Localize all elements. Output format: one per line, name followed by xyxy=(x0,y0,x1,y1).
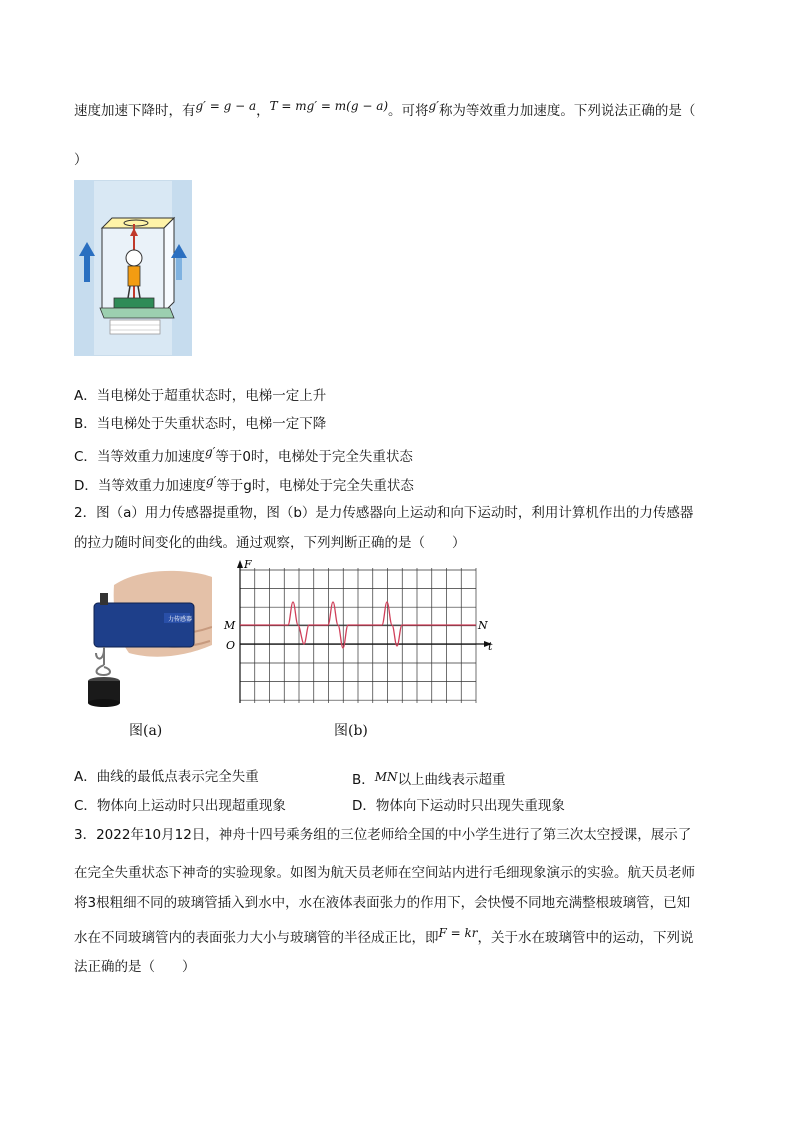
y-axis-arrow-icon xyxy=(237,560,243,568)
option-label: B． xyxy=(352,772,375,788)
q2-option-c xyxy=(74,796,286,816)
q1-line1 xyxy=(74,96,695,121)
elevator-svg xyxy=(74,180,192,356)
force-time-graph xyxy=(222,558,498,708)
n-label: N xyxy=(478,619,488,632)
q1-line1-suffix: 称为等效重力加速度。下列说法正确的是（ xyxy=(438,103,696,119)
caption-figure-b: 图(b) xyxy=(334,723,368,739)
formula-tension-kr: F = kr xyxy=(438,926,478,940)
q2-option-b xyxy=(352,767,506,790)
graph-grid xyxy=(240,568,476,703)
force-sensor-photo xyxy=(74,565,212,707)
option-text: 以上曲线表示超重 xyxy=(397,772,506,788)
q3-line3: 将3根粗细不同的玻璃管插入到水中，水在液体表面张力的作用下，会快慢不同地充满整根玻璃管，已知 xyxy=(74,895,691,911)
sensor-label: 力传感器 xyxy=(168,616,193,623)
q2-line2: 的拉力随时间变化的曲线。通过观察，下列判断正确的是（ ） xyxy=(74,535,466,551)
option-text: 当电梯处于超重状态时，电梯一定上升 xyxy=(96,388,327,404)
q2-option-d xyxy=(352,796,565,816)
elevator-illustration xyxy=(74,180,192,356)
q1-line2: ） xyxy=(74,152,88,168)
option-text-post: 等于g时，电梯处于完全失重状态 xyxy=(216,478,414,494)
q1-comma: ， xyxy=(256,103,270,119)
option-label: A． xyxy=(74,769,97,785)
caption-figure-a: 图(a) xyxy=(129,723,163,739)
q1-option-d xyxy=(74,471,414,496)
option-label: A． xyxy=(74,388,97,404)
symbol-mn: MN xyxy=(374,770,398,784)
option-text: 曲线的最低点表示完全失重 xyxy=(96,769,259,785)
option-label: D． xyxy=(74,478,98,494)
q1-option-b xyxy=(74,414,326,434)
q1-line1-prefix: 速度加速下降时，有 xyxy=(74,103,196,119)
option-text-pre: 当等效重力加速度 xyxy=(96,449,205,465)
q3-line4-pre: 水在不同玻璃管内的表面张力大小与玻璃管的半径成正比，即 xyxy=(74,930,439,946)
option-text-post: 等于0时，电梯处于完全失重状态 xyxy=(215,449,413,465)
symbol-g-prime: g′ xyxy=(428,99,439,113)
q2-option-a xyxy=(74,767,259,787)
q3-line5: 法正确的是（ ） xyxy=(74,959,196,975)
force-sensor-svg xyxy=(74,565,212,707)
q2-line1: 2．图（a）用力传感器提重物，图（b）是力传感器向上运动和向下运动时，利用计算机作出的力传感器 xyxy=(74,505,694,521)
q3-line4 xyxy=(74,923,694,948)
q1-option-a xyxy=(74,386,326,406)
q1-option-c xyxy=(74,442,413,467)
x-axis-label: t xyxy=(488,640,493,653)
option-label: C． xyxy=(74,798,97,814)
option-label: D． xyxy=(352,798,376,814)
q3-line4-post: ，关于水在玻璃管中的运动，下列说 xyxy=(477,930,694,946)
origin-label: O xyxy=(226,639,236,652)
q1-line1-mid: 。可将 xyxy=(388,103,429,119)
m-label: M xyxy=(224,619,236,632)
option-text: 物体向上运动时只出现超重现象 xyxy=(96,798,286,814)
option-text-pre: 当等效重力加速度 xyxy=(97,478,206,494)
option-label: C． xyxy=(74,449,97,465)
q3-line1: 3．2022年10月12日，神舟十四号乘务组的三位老师给全国的中小学生进行了第三次太空授课，展示了 xyxy=(74,827,692,843)
y-axis-label: F xyxy=(244,558,252,571)
symbol-g-prime: g′ xyxy=(204,445,216,459)
option-label: B． xyxy=(74,416,97,432)
option-text: 当电梯处于失重状态时，电梯一定下降 xyxy=(96,416,327,432)
symbol-g-prime: g′ xyxy=(205,474,217,488)
force-time-graph-svg xyxy=(222,558,498,708)
q3-line2: 在完全失重状态下神奇的实验现象。如图为航天员老师在空间站内进行毛细现象演示的实验。航天员老师 xyxy=(74,865,695,881)
option-text: 物体向下运动时只出现失重现象 xyxy=(375,798,565,814)
formula-tension: T = mg′ = m(g − a) xyxy=(269,99,389,113)
formula-g-prime: g′ = g − a xyxy=(195,99,257,113)
